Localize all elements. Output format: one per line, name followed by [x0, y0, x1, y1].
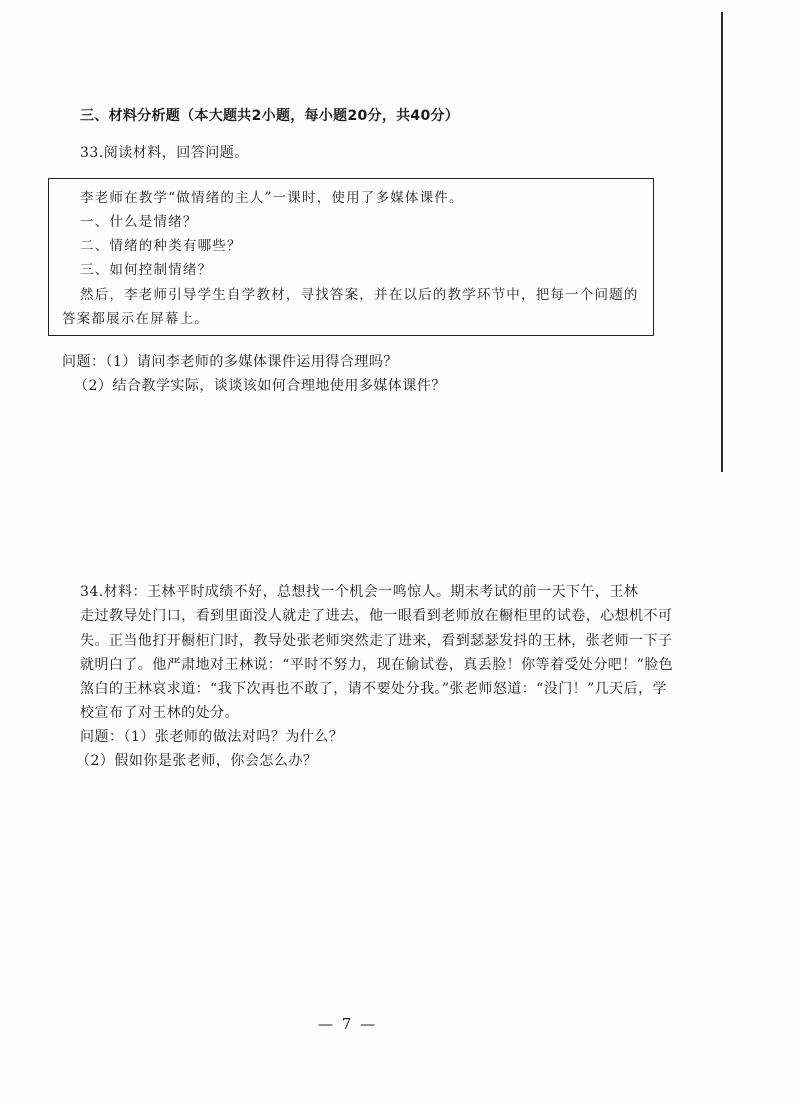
question-34-material-line: 煞白的王林哀求道：“我下次再也不敢了，请不要处分我。”张老师怒道：“没门！”几天后，学 [80, 681, 667, 697]
question-34-material-line: 走过教导处门口，看到里面没人就走了进去，他一眼看到老师放在橱柜里的试卷，心想机不可 [80, 608, 673, 624]
material-line: 二、情绪的种类有哪些？ [80, 238, 242, 254]
material-line: 李老师在教学“做情绪的主人”一课时，使用了多媒体课件。 [80, 190, 464, 206]
question-33-part-1: 问题：（1）请问李老师的多媒体课件运用得合理吗？ [62, 354, 398, 370]
question-33-intro: 33.阅读材料，回答问题。 [80, 145, 249, 161]
material-line: 一、什么是情绪？ [80, 214, 198, 230]
question-34-material-line: 失。正当他打开橱柜门时，教导处张老师突然走了进来，看到瑟瑟发抖的王林，张老师一下子 [80, 633, 673, 649]
question-34-part-1: 问题：（1）张老师的做法对吗？为什么？ [80, 729, 344, 745]
page-number: — 7 — [318, 1015, 378, 1033]
scan-edge-line [721, 12, 723, 472]
question-34-material-line: 就明白了。他严肃地对王林说：“平时不努力，现在偷试卷，真丢脸！你等着受处分吧！”脸色 [80, 657, 674, 673]
question-34-material-line: 校宣布了对王林的处分。 [80, 705, 239, 721]
material-line: 三、如何控制情绪？ [80, 262, 213, 278]
section-heading: 三、材料分析题（本大题共2小题，每小题20分，共40分） [80, 108, 460, 124]
question-34-part-2: （2）假如你是张老师，你会怎么办？ [76, 753, 318, 769]
question-34-material-line: 34.材料：王林平时成绩不好，总想找一个机会一鸣惊人。期末考试的前一天下午，王林 [80, 584, 639, 600]
material-line: 然后，李老师引导学生自学教材，寻找答案，并在以后的教学环节中，把每一个问题的 [80, 287, 639, 303]
question-33-part-2: （2）结合教学实际，谈谈该如何合理地使用多媒体课件？ [74, 378, 446, 394]
material-line: 答案都展示在屏幕上。 [62, 311, 209, 327]
